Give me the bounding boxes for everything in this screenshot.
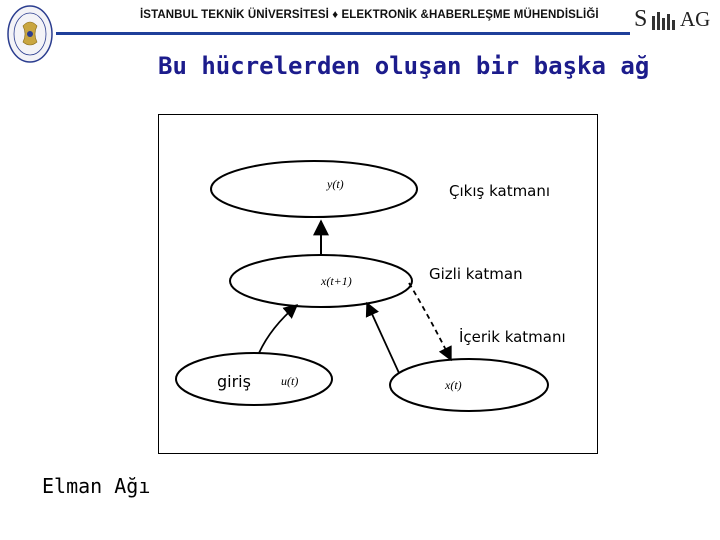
university-seal-logo [6, 4, 54, 68]
logo-bars-icon [652, 12, 678, 30]
diagram-canvas [159, 115, 599, 455]
separator-diamond: ♦ [332, 9, 339, 21]
output-symbol: y(t) [327, 177, 344, 191]
context-symbol: x(t) [445, 378, 462, 392]
input-symbol: u(t) [281, 374, 299, 388]
elman-network-diagram [158, 114, 598, 454]
output-layer-label: Çıkış katmanı [449, 182, 551, 200]
network-caption: Elman Ağı [42, 474, 151, 498]
arrow-context-to-hidden [367, 303, 399, 373]
output-layer-node [211, 161, 417, 217]
header-title [140, 9, 599, 21]
context-layer-label: İçerik katmanı [459, 328, 566, 346]
department-name: ELEKTRONİK &HABERLEŞME MÜHENDİSLİĞİ [341, 9, 599, 21]
hidden-symbol: x(t+1) [321, 274, 352, 288]
logo-letters-ag: AG [680, 7, 711, 31]
slide-header [0, 0, 720, 40]
logo-letter-s: S [634, 6, 648, 32]
hidden-layer-label: Gizli katman [429, 265, 523, 283]
header-rule [56, 32, 630, 35]
slide-title: Bu hücrelerden oluşan bir başka ağ [158, 52, 650, 80]
university-name: İSTANBUL TEKNİK ÜNİVERSİTESİ [140, 9, 329, 21]
arrow-hidden-to-context-dashed [409, 283, 451, 360]
context-layer-node [390, 359, 548, 411]
arrow-input-to-hidden [259, 305, 297, 353]
input-node [176, 353, 332, 405]
simag-logo [634, 6, 716, 34]
input-label: giriş [217, 372, 251, 391]
